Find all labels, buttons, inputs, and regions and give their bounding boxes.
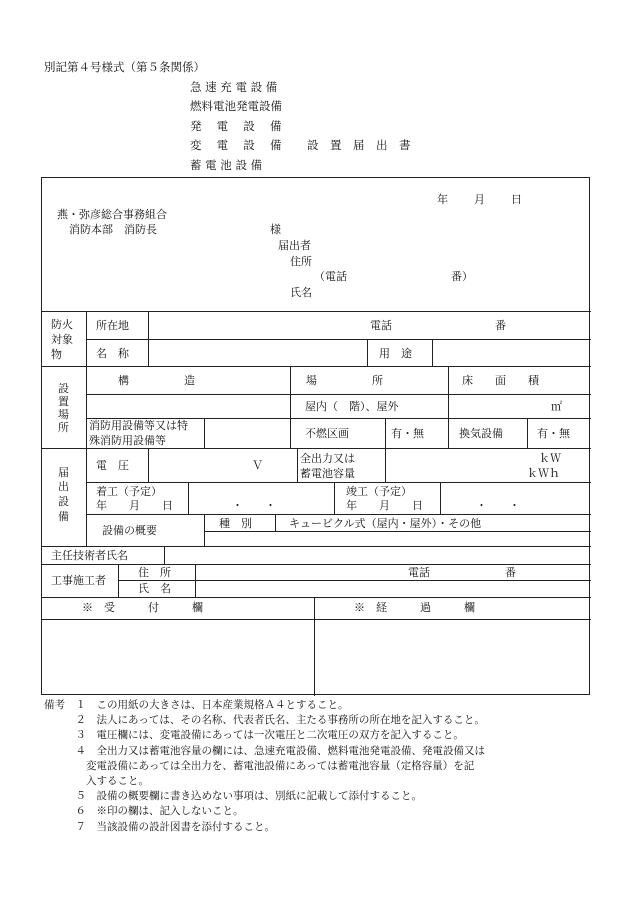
remark-line: ４ 全出力又は蓄電池容量の欄には、急速充電設備、燃料電池発電設備、発電設備又は [44, 744, 485, 757]
overview-label: 設備の概要 [102, 524, 157, 537]
form-title: 設 置 届 出 書 [307, 138, 411, 152]
site-floor-area-label: 床 面 積 [462, 374, 539, 387]
kind-label: 種 別 [219, 517, 252, 530]
target-label-1: 防火 [51, 318, 73, 331]
finish-ymd: 年 月 日 [346, 499, 423, 512]
applicant-phone-suffix: 番） [451, 270, 473, 283]
site-label-1: 設 [58, 382, 69, 395]
site-area-unit: ㎡ [551, 400, 562, 413]
equipment-label-4: 備 [58, 510, 69, 523]
reception-column-label: ※ 受 付 欄 [82, 601, 203, 614]
site-place-label: 場 所 [306, 374, 383, 387]
finish-dots: ・ ・ [476, 499, 520, 512]
remarks [44, 698, 485, 835]
equipment-type-2: 燃料電池発電設備 [190, 99, 282, 113]
target-phone-label: 電話 [370, 319, 392, 332]
voltage-label: 電 圧 [96, 459, 129, 472]
contractor-phone-label: 電話 [408, 566, 430, 579]
contractor-address-label: 住 所 [138, 566, 171, 579]
date-year: 年 [437, 193, 448, 206]
remark-line: ６ ※印の欄は、記入しないこと。 [44, 805, 244, 818]
site-label-2: 置 [58, 395, 69, 408]
honorific: 様 [270, 223, 281, 236]
application-form [41, 177, 590, 695]
site-structure-label: 構 造 [118, 374, 195, 387]
equipment-label-1: 届 [58, 466, 69, 479]
engineer-label: 主任技術者氏名 [51, 549, 128, 562]
target-usage-label: 用 途 [379, 347, 412, 360]
date-month: 月 [474, 193, 485, 206]
start-dots: ・ ・ [232, 499, 276, 512]
output-unit-kw: ｋＷ [539, 452, 561, 465]
contractor-phone-suffix: 番 [505, 566, 516, 579]
site-ventilation-yes-no: 有・無 [537, 427, 570, 440]
site-label-3: 場 [58, 408, 69, 421]
voltage-unit: Ｖ [252, 459, 263, 472]
equipment-type-1: 急 速 充 電 設 備 [190, 80, 278, 94]
output-label-1: 全出力又は [300, 452, 355, 465]
site-fireproof-yes-no: 有・無 [391, 427, 424, 440]
start-label: 着工（予定） [96, 485, 162, 498]
applicant-phone-label: （電話 [314, 270, 347, 283]
remark-line: ３ 電圧欄には、変電設備にあっては一次電圧と二次電圧の双方を記入すること。 [44, 729, 464, 742]
site-indoor-outdoor: 屋内（ 階）、屋外 [305, 400, 399, 413]
equipment-type-3: 発 電 設 備 [190, 119, 282, 133]
dept-name: 消防本部 消防長 [69, 223, 157, 236]
site-fire-equipment-1: 消防用設備等又は特 [89, 419, 188, 432]
date-day: 日 [511, 193, 522, 206]
applicant-name-label: 氏名 [290, 286, 312, 299]
equipment-type-5: 蓄 電 池 設 備 [190, 158, 263, 172]
finish-label: 竣工（予定） [346, 485, 412, 498]
applicant-label: 届出者 [278, 239, 311, 252]
remark-line: 変電設備にあっては全出力を、蓄電池設備にあっては蓄電池容量（定格容量）を記 [44, 759, 475, 772]
applicant-address-label: 住所 [290, 255, 312, 268]
remark-line: ２ 法人にあっては、その名称、代表者氏名、主たる事務所の所在地を記入すること。 [44, 714, 485, 727]
target-label-2: 対象 [51, 333, 73, 346]
remark-line: 入すること。 [44, 775, 149, 788]
contractor-label: 工事施工者 [51, 574, 106, 587]
form-number: 別記第４号様式（第５条関係） [44, 60, 205, 74]
output-unit-kwh: ｋＷｈ [527, 467, 560, 480]
kind-value: キュービクル式（屋内・屋外）・その他 [289, 517, 482, 530]
target-label-3: 物 [51, 348, 62, 361]
equipment-label-3: 設 [58, 495, 69, 508]
remark-line: ７ 当該設備の設計図書を添付すること。 [44, 820, 275, 833]
org-name: 燕・弥彦総合事務組合 [57, 208, 167, 221]
site-label-4: 所 [58, 421, 69, 434]
output-label-2: 蓄電池容量 [300, 467, 355, 480]
start-ymd: 年 月 日 [96, 499, 173, 512]
site-ventilation-label: 換気設備 [459, 427, 503, 440]
target-name-label: 名 称 [96, 347, 129, 360]
target-phone-suffix: 番 [495, 319, 506, 332]
site-fireproof-label: 不燃区画 [305, 427, 349, 440]
contractor-name-label: 氏 名 [138, 582, 171, 595]
remark-line: ５ 設備の概要欄に書き込めない事項は、別紙に記載して添付すること。 [44, 790, 422, 803]
progress-column-label: ※ 経 過 欄 [354, 601, 475, 614]
equipment-label-2: 出 [58, 480, 69, 493]
remark-line: 備考 １ この用紙の大きさは、日本産業規格Ａ４とすること。 [44, 699, 349, 711]
target-location-label: 所在地 [96, 319, 129, 332]
equipment-type-4: 変 電 設 備 [190, 138, 282, 152]
site-fire-equipment-2: 殊消防用設備等 [89, 434, 166, 447]
